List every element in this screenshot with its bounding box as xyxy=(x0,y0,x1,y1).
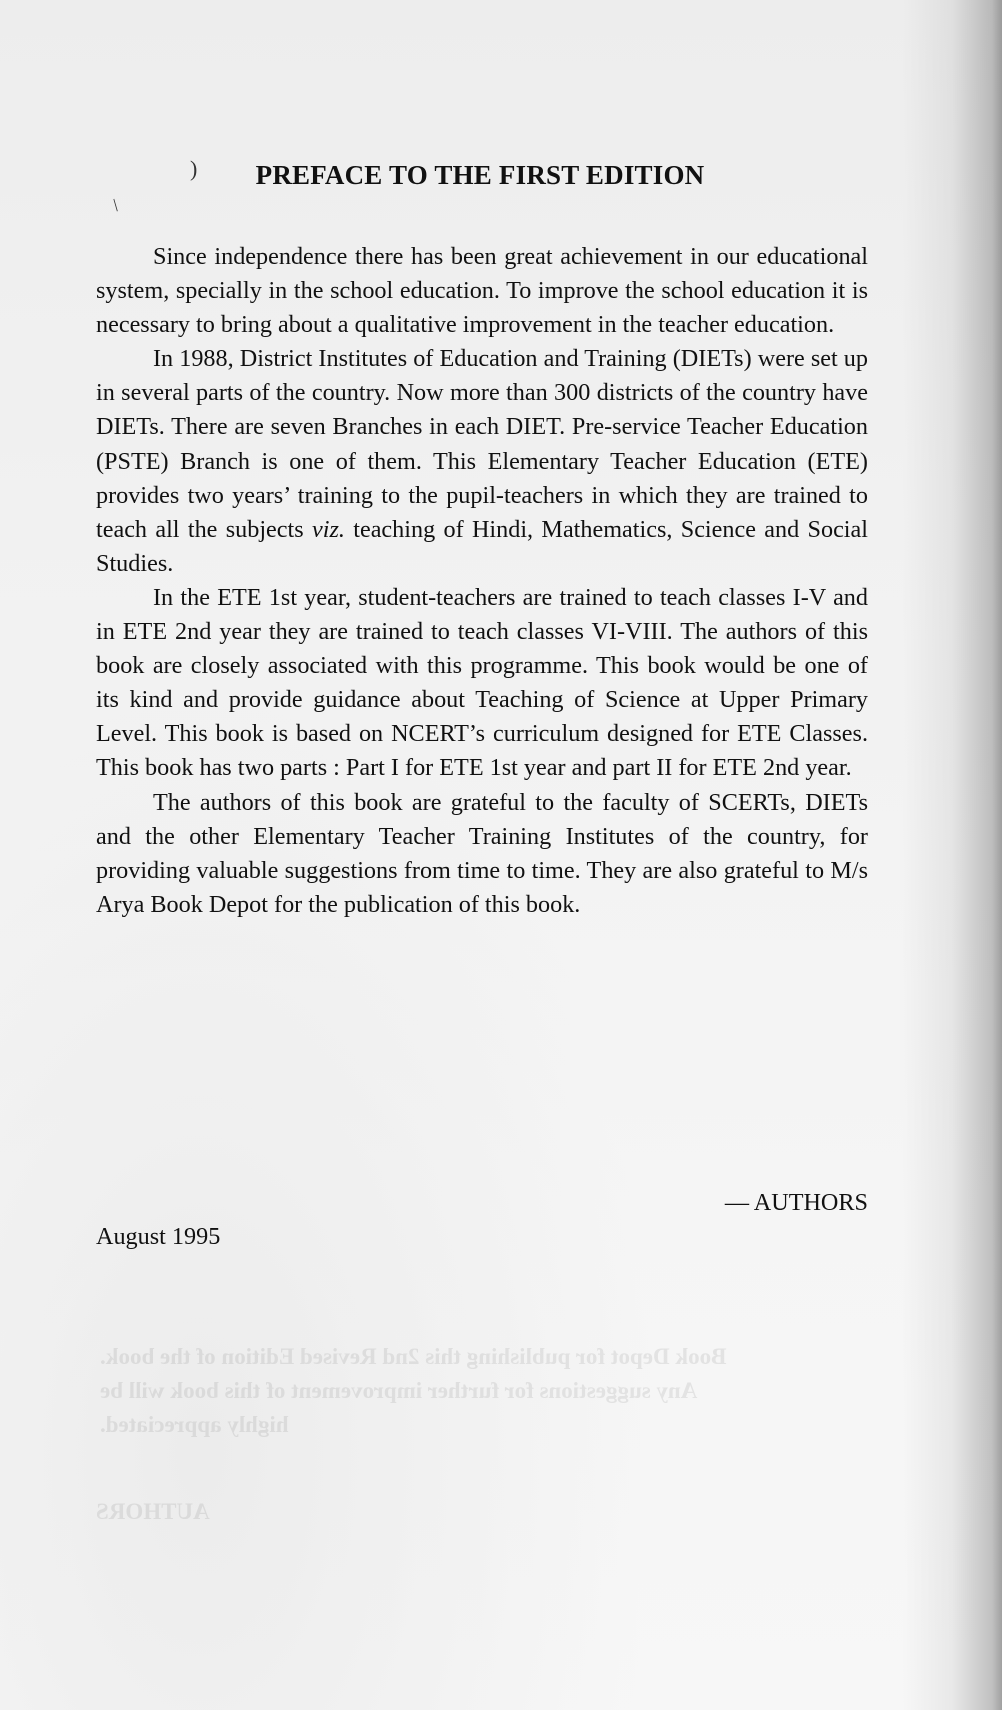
scan-mark: ) xyxy=(190,156,198,181)
paragraph xyxy=(96,240,868,342)
signoff xyxy=(96,1186,868,1254)
paragraph xyxy=(96,342,868,581)
paragraph-text: Since independence there has been great achievement in our educational system, specially in the school education. To improve the school education it is necessary to bring about a qualitative improvement in the teacher education. xyxy=(96,243,868,339)
preface-date: August 1995 xyxy=(96,1223,221,1250)
bleed-through-text: Book Depot for publishing this 2nd Revised Edition of the book. xyxy=(100,1344,727,1369)
bleed-through-text: Any suggestions for further improvement of this book will be xyxy=(100,1378,698,1403)
scan-mark: / xyxy=(107,195,124,215)
paragraph-text: In 1988, District Institutes of Education and Training (DIETs) were set up in several parts of the country. Now more than 300 districts of the country have DIETs. There are seven Branches in each DIET. Pre-service Teacher Education (PSTE) Branch is one of them. This Elementary Teacher Education (ETE) provides two years’ training to the pupil-teachers in which they are trained to teach all the subjects xyxy=(96,345,868,543)
paragraph-text: In the ETE 1st year, student-teachers are trained to teach classes I-V and in ETE 2nd year they are trained to teach classes VI-VIII. The authors of this book are closely associated with this programme. This book would be one of its kind and provide guidance about Teaching of Science at Upper Primary Level. This book is based on NCERT’s curriculum designed for ETE Classes. This book has two parts : Part I for ETE 1st year and part II for ETE 2nd year. xyxy=(96,583,868,782)
paragraph-text: teaching of Hindi, Mathematics, Science and Social Studies. xyxy=(96,515,868,577)
paragraph-text: The authors of this book are grateful to the faculty of SCERTs, DIETs and the other Elementary Teacher Training Institutes of the country, for providing valuable suggestions from time to time. They are also grateful to M/s Arya Book Depot for the publication of this book. xyxy=(96,788,868,918)
authors-signature: — AUTHORS xyxy=(724,1189,868,1216)
paragraph xyxy=(96,581,868,786)
bleed-through-text: highly appreciated. xyxy=(100,1412,289,1437)
italic-term: viz. xyxy=(311,515,345,543)
page-title: PREFACE TO THE FIRST EDITION xyxy=(255,160,705,190)
preface-body xyxy=(96,240,868,922)
bleed-through-text: AUTHORS xyxy=(96,1499,210,1524)
paragraph xyxy=(96,786,868,922)
